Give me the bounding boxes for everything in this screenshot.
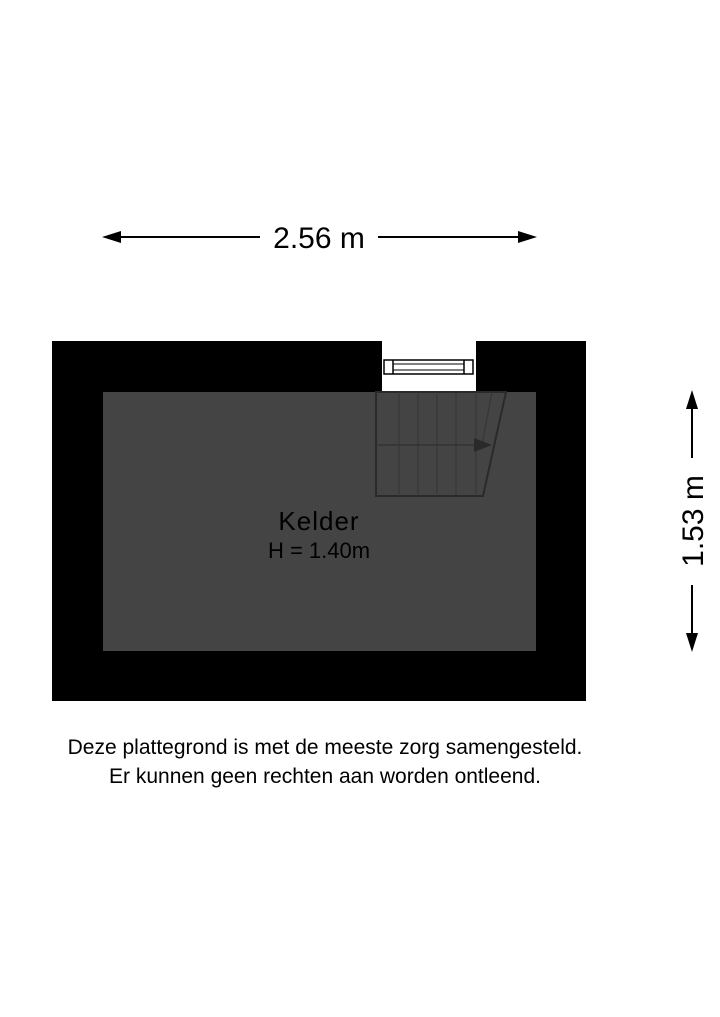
window-frame — [384, 360, 473, 374]
disclaimer-line-2: Er kunnen geen rechten aan worden ontleend. — [109, 765, 541, 788]
width-arrow-right — [518, 231, 537, 243]
room-name: Kelder — [278, 506, 360, 536]
height-dimension-label: 1.53 m — [677, 475, 710, 567]
window — [384, 360, 473, 374]
disclaimer-line-1: Deze plattegrond is met de meeste zorg samengesteld. — [67, 736, 583, 759]
height-arrow-top — [686, 390, 698, 409]
staircase — [376, 392, 506, 496]
room-height: H = 1.40m — [267, 538, 371, 563]
width-arrow-left — [102, 231, 121, 243]
width-dimension-label: 2.56 m — [273, 222, 365, 255]
width-dimension — [102, 222, 537, 255]
height-dimension — [677, 390, 710, 652]
height-arrow-bottom — [686, 633, 698, 652]
disclaimer — [0, 733, 650, 791]
